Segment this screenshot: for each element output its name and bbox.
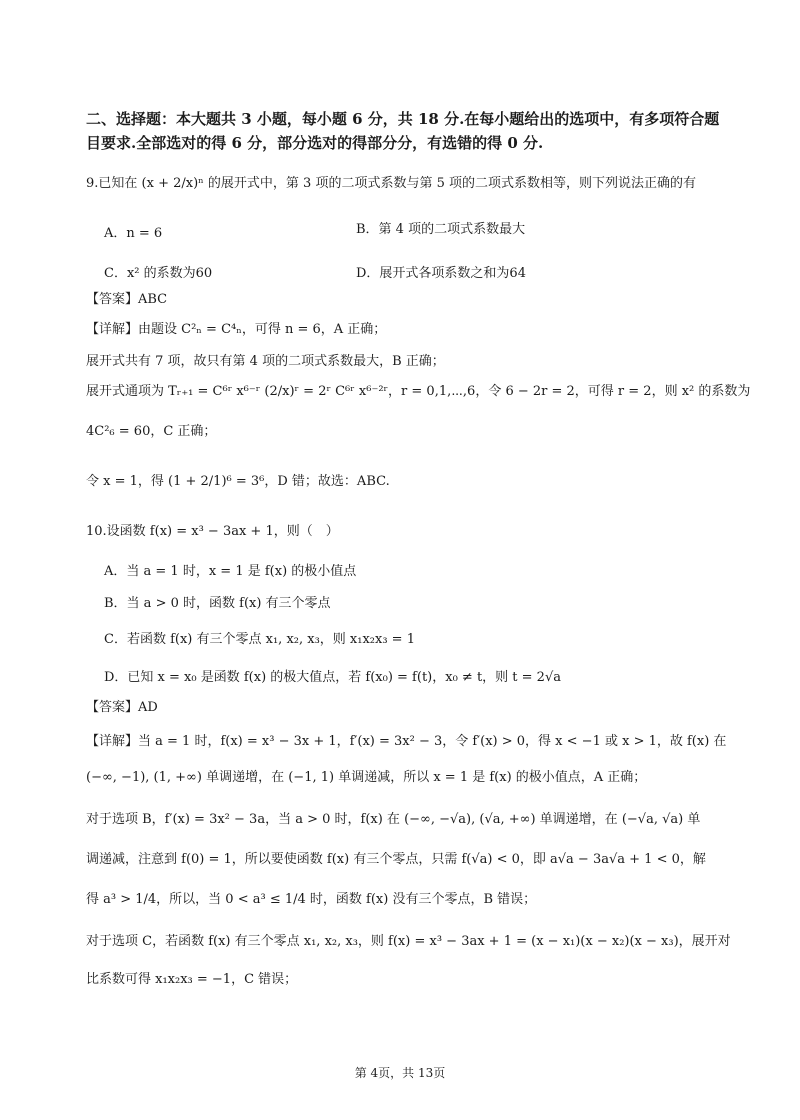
q9-detail-line-3: 展开式通项为 Tᵣ₊₁ = C⁶ʳ x⁶⁻ʳ (2/x)ʳ = 2ʳ C⁶ʳ x⁶⁻²ʳ，r = 0,1,⋯,6，令 6 − 2r = 2，可得 r = 2，则 x² 的系数为 bbox=[86, 384, 751, 399]
q9-detail-line-1: 【详解】由题设 C²ₙ = C⁴ₙ，可得 n = 6，A 正确； bbox=[86, 322, 387, 337]
q10-option-b: B．当 a > 0 时，函数 f(x) 有三个零点 bbox=[104, 596, 331, 611]
q9-answer: 【答案】ABC bbox=[86, 292, 168, 307]
section-title-line-2: 目要求.全部选对的得 6 分，部分选对的得部分分，有选错的得 0 分. bbox=[86, 134, 544, 152]
q10-detail-line-3: 对于选项 B，f′(x) = 3x² − 3a，当 a > 0 时，f(x) 在 (−∞, −√a), (√a, +∞) 单调递增，在 (−√a, √a) 单 bbox=[86, 812, 701, 827]
page-footer: 第 4页，共 13页 bbox=[354, 1066, 446, 1080]
q10-detail-line-2: (−∞, −1), (1, +∞) 单调递增，在 (−1, 1) 单调递减，所以 x = 1 是 f(x) 的极小值点，A 正确； bbox=[86, 770, 647, 785]
q9-option-a: A．n = 6 bbox=[104, 226, 163, 241]
q10-option-a: A．当 a = 1 时，x = 1 是 f(x) 的极小值点 bbox=[104, 564, 357, 579]
section-title-line-1: 二、选择题：本大题共 3 小题，每小题 6 分，共 18 分.在每小题给出的选项中，有多项符合题 bbox=[86, 110, 720, 128]
q9-option-b: B．第 4 项的二项式系数最大 bbox=[356, 222, 526, 237]
q9-stem: 9.已知在 (x + 2/x)ⁿ 的展开式中，第 3 项的二项式系数与第 5 项的二项式系数相等，则下列说法正确的有 bbox=[86, 176, 696, 191]
q10-answer: 【答案】AD bbox=[86, 700, 158, 715]
q9-detail-line-4: 4C²₆ = 60，C 正确； bbox=[86, 424, 217, 439]
q10-detail-line-7: 比系数可得 x₁x₂x₃ = −1，C 错误； bbox=[86, 972, 298, 987]
q10-detail-line-1: 【详解】当 a = 1 时，f(x) = x³ − 3x + 1，f′(x) = 3x² − 3，令 f′(x) > 0，得 x < −1 或 x > 1，故 f(x) 在 bbox=[86, 734, 727, 749]
q9-detail-line-5: 令 x = 1，得 (1 + 2/1)⁶ = 3⁶，D 错；故选：ABC. bbox=[86, 474, 390, 489]
q10-option-d: D．已知 x = x₀ 是函数 f(x) 的极大值点，若 f(x₀) = f(t)，x₀ ≠ t，则 t = 2√a bbox=[104, 670, 561, 685]
q10-detail-line-4: 调递减，注意到 f(0) = 1，所以要使函数 f(x) 有三个零点，只需 f(√a) < 0，即 a√a − 3a√a + 1 < 0，解 bbox=[86, 852, 706, 867]
q10-stem: 10.设函数 f(x) = x³ − 3ax + 1，则（ ） bbox=[86, 524, 339, 539]
q9-detail-line-2: 展开式共有 7 项，故只有第 4 项的二项式系数最大，B 正确； bbox=[86, 354, 445, 369]
q10-detail-line-5: 得 a³ > 1/4，所以，当 0 < a³ ≤ 1/4 时，函数 f(x) 没有三个零点，B 错误； bbox=[86, 892, 537, 907]
q10-option-c: C．若函数 f(x) 有三个零点 x₁, x₂, x₃，则 x₁x₂x₃ = 1 bbox=[104, 632, 415, 647]
q10-detail-line-6: 对于选项 C，若函数 f(x) 有三个零点 x₁, x₂, x₃，则 f(x) = x³ − 3ax + 1 = (x − x₁)(x − x₂)(x − x₃)，展开对 bbox=[86, 934, 731, 949]
q9-option-d: D．展开式各项系数之和为64 bbox=[356, 266, 526, 281]
q9-option-c: C．x² 的系数为60 bbox=[104, 266, 213, 281]
